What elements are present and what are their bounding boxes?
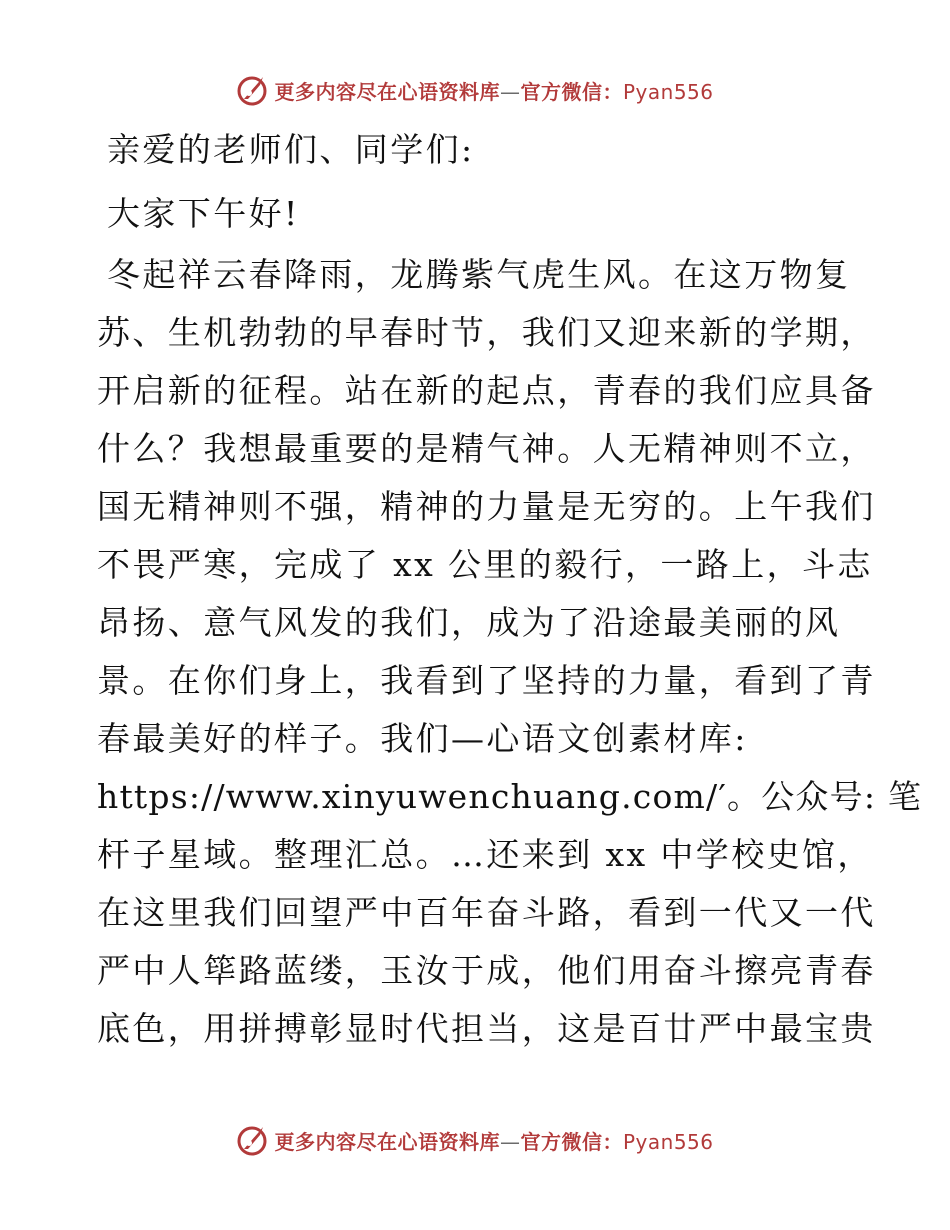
paragraph-line: 严中人筚路蓝缕，玉汝于成，他们用奋斗擦亮青春 bbox=[97, 951, 876, 990]
banner-text bbox=[274, 1126, 713, 1155]
paragraph-line: 冬起祥云春降雨，龙腾紫气虎生风。在这万物复 bbox=[107, 255, 851, 294]
paragraph-line: 昂扬、意气风发的我们，成为了沿途最美丽的风 bbox=[97, 603, 841, 642]
banner-separator: — bbox=[499, 1129, 521, 1154]
paragraph-line: 景。在你们身上，我看到了坚持的力量，看到了青 bbox=[97, 661, 876, 700]
paragraph-line-url: https://www.xinyuwenchuang.com/′。公众号: 笔 bbox=[97, 777, 923, 816]
paragraph-line: 底色，用拼搏彰显时代担当，这是百廿严中最宝贵 bbox=[97, 1009, 876, 1048]
banner-wechat-id: Pyan556 bbox=[622, 79, 714, 104]
header-banner bbox=[0, 70, 950, 110]
paragraph-line: 什么？我想最重要的是精气神。人无精神则不立， bbox=[97, 429, 876, 468]
salutation: 亲爱的老师们、同学们: bbox=[107, 130, 475, 169]
banner-wechat-label: 官方微信： bbox=[520, 1129, 623, 1154]
paragraph-line: 春最美好的样子。我们—心语文创素材库: bbox=[97, 719, 748, 758]
banner-brand: 更多内容尽在心语资料库 bbox=[274, 1129, 500, 1154]
banner-wechat-id: Pyan556 bbox=[622, 1129, 714, 1154]
greeting: 大家下午好! bbox=[107, 194, 300, 233]
document-body bbox=[97, 118, 923, 1058]
banner-brand: 更多内容尽在心语资料库 bbox=[274, 79, 500, 104]
quill-logo-icon bbox=[236, 73, 270, 107]
banner-wechat-label: 官方微信： bbox=[520, 79, 623, 104]
paragraph-line: 开启新的征程。站在新的起点，青春的我们应具备 bbox=[97, 371, 876, 410]
footer-banner bbox=[0, 1120, 950, 1160]
paragraph-line: 苏、生机勃勃的早春时节，我们又迎来新的学期， bbox=[97, 313, 876, 352]
paragraph-line: 在这里我们回望严中百年奋斗路，看到一代又一代 bbox=[97, 893, 876, 932]
banner-text bbox=[274, 76, 713, 105]
paragraph-line: 国无精神则不强，精神的力量是无穷的。上午我们 bbox=[97, 487, 876, 526]
paragraph-line: 杆子星域。整理汇总。…还来到 xx 中学校史馆， bbox=[97, 835, 873, 874]
quill-logo-icon bbox=[236, 1123, 270, 1157]
paragraph-line: 不畏严寒，完成了 xx 公里的毅行，一路上，斗志 bbox=[97, 545, 873, 584]
banner-separator: — bbox=[499, 79, 521, 104]
